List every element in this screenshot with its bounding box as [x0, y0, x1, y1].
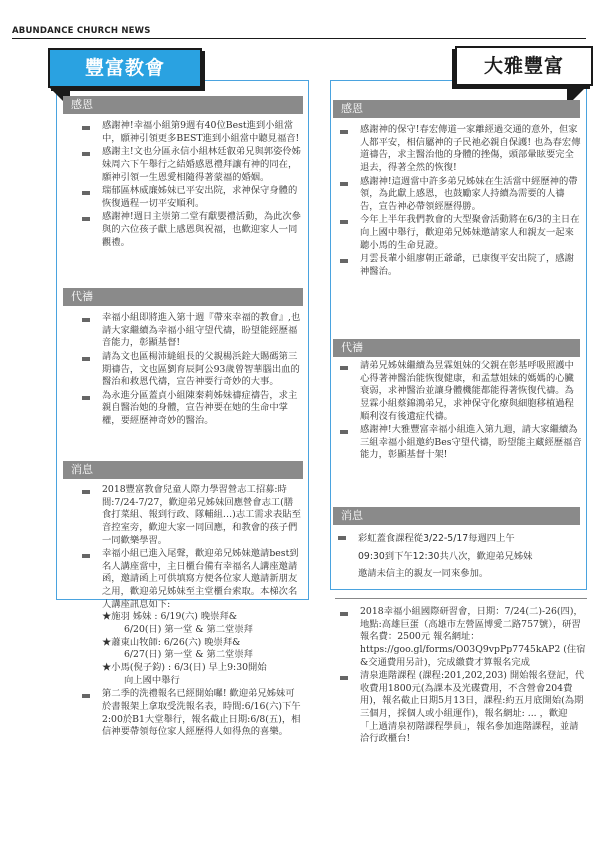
list-item: 感謝主!文也分區永信小組林廷叡弟兄與郭姿伶姊妹周六下午舉行之結婚感恩禮拜讓有神的同在，願神引領一生恩愛相隨得著蒙福的婚姻。: [80, 146, 302, 184]
bullet-icon: [338, 536, 346, 540]
list-item: 感謝神!大雅豐富幸福小組進入第九週，請大家繼續為三組幸福小組邀約Bes守望代禱，盼望能主藏經歷福音能力，彰顯基督十架!: [338, 424, 582, 462]
right-prayer-list: [338, 360, 582, 463]
left-news-heading: 消息: [63, 461, 303, 479]
left-prayer-heading: 代禱: [63, 288, 303, 306]
left-banner-title: 豐富教會: [48, 48, 202, 88]
newsletter-header: ABUNDANCE CHURCH NEWS: [12, 26, 151, 36]
notice-line: 邀請未信主的親友一同來參加。: [358, 568, 489, 580]
right-news-heading: 消息: [333, 507, 580, 525]
speaker-name: ★施羽 姊妹 : 6/19(六) 晚崇拜&: [102, 611, 238, 623]
right-prayer-heading: 代禱: [333, 339, 580, 357]
list-item: 感謝神!週日主崇第二堂有獻嬰禮活動，為此次參與的六位孩子獻上感恩與祝福，也歡迎家人一同觀禮。: [80, 211, 302, 249]
left-thanks-heading: 感恩: [63, 96, 303, 114]
right-banner-title: 大雅豐富: [455, 46, 593, 86]
notice-line: 彩虹蓋食課程從3/22-5/17每週四上午: [358, 533, 515, 544]
list-item: 請弟兄姊妹繼續為昱霖姐妹的父親在彰基呼吸照護中心得著神醫治能恢復健康，和孟慧姐妹的媽媽的心臟衰弱，求神醫治並讓身體機能都能得著恢復代禱。為昱霖小組蔡錦鴻弟兄，求神保守化療與細胞移植過程順利沒有後遺症代禱。: [338, 360, 582, 423]
left-prayer-list: [80, 312, 302, 429]
list-item: 為永進分區蓋貞小組陳秦莉姊妹禱症禱告，求主親自醫治她的身體，宣告神要在她的生命中掌權，要經歷神奇妙的醫治。: [80, 390, 302, 428]
right-outside-list: [338, 606, 586, 747]
list-item: 感謝神!這週當中許多弟兄姊妹在生活當中經歷神的帶領，為此獻上感恩，也鼓勵家人持續為需要的人禱告，宣告神必帶領經歷得勝。: [338, 176, 582, 214]
right-thanks-heading: 感恩: [333, 100, 580, 118]
list-item: 月雲長輩小組廖朝正爺爺，已康復平安出院了，感謝神醫治。: [338, 253, 582, 278]
list-item: [80, 548, 302, 687]
list-item: 清泉進階課程 (課程:201,202,203) 開始報名登記，代收費用1800元(為課本及光碟費用，不含營會204費用)，報名截止日期5月13日，課程:約五月底開始(為期三個月，採個人或小組運作)，報名網址: ... ，歡迎「上過清泉初階課程學員」，報名參加進階課程，並請洽行政櫃台!: [338, 670, 586, 746]
list-item: 第二季的洗禮報名已經開始囉! 歡迎弟兄姊妹可於書報架上拿取受洗報名表，時間:6/16(六)下午2:00於B1大堂舉行，報名截止日期:6/8(五)，相信神要帶領每位家人經歷得人如得魚的喜樂。: [80, 688, 302, 739]
speaker-detail: 向上國中舉行: [124, 674, 180, 686]
list-item: 請為文也區楊沛縫組長的父親楊浜銓大賜碼第三期禱告，文也區劉育辰阿公93歲曾智華腦出血的醫治和救恩代禱，宣告神要行奇妙的大事。: [80, 351, 302, 389]
section-divider: [335, 598, 587, 599]
speaker-name: ★小馬(倪子鈞) : 6/3(日) 早上9:30開始: [102, 661, 267, 673]
speaker-intro: 幸福小組已進入尾聲，歡迎弟兄姊妹邀請best到名人講座當中，主日櫃台備有幸福名人講座邀請函，邀請函上可供填寫方便各位家人邀請新朋友之用，歡迎弟兄姊妹至主堂櫃台索取。本梯次名人講座訊息如下:: [102, 548, 299, 610]
speaker-list: [102, 611, 302, 687]
left-news-list: [80, 484, 302, 740]
speaker-name: ★蕭東山牧師: 6/26(六) 晚崇拜&: [102, 636, 241, 648]
list-item: 瑞郁區林威廉姊妹已平安出院，求神保守身體的恢復過程一切平安順利。: [80, 185, 302, 210]
speaker-detail: 6/27(日) 第一堂 & 第二堂崇拜: [124, 649, 253, 661]
list-item: 感謝神!幸福小組第9週有40位Best進到小組當中，願神引領更多BEST進到小組當中聽見福音!: [80, 120, 302, 145]
header-rule: [12, 38, 586, 39]
list-item: 幸福小組即將進入第十週『帶來幸福的教會』,也請大家繼續為幸福小組守望代禱，盼望能經歷福音能力，彰顯基督!: [80, 312, 302, 350]
speaker-detail: 6/20(日) 第一堂 & 第二堂崇拜: [124, 624, 253, 636]
notice-line: 09:30到下午12:30共八次，歡迎弟兄姊妹: [358, 550, 533, 562]
left-thanks-list: [80, 120, 302, 250]
right-news-notice: [336, 530, 586, 583]
list-item: 感謝神的保守!春宏傳道一家離經過交通的意外，但家人都平安，相信屬神的子民祂必親自保護! 也為春宏傳道禱告，求主醫治他的身體的挫傷，頭部暈眩要完全退去，得著全然的恢復!: [338, 124, 582, 175]
list-item: 2018豐富教會兒童人際力學習營志工招募:時間:7/24-7/27，歡迎弟兄姊妹回應營會志工(膳食打菜組、報到行政、隊輔組…)志工需求表貼至音控室旁，歡迎大家一同回應，和教會的孩子們一同歡樂學習。: [80, 484, 302, 547]
list-item: 2018幸福小組國際研習會，日期：7/24(二)-26(四)，地點:高雄巨蛋（高雄市左營區博愛二路757號），研習報名費：2500元 報名網址：https://goo.gl/forms/O03Q9vpPp7745kAP2 (住宿&交通費用另計)，完成繳費才算報名完成: [338, 606, 586, 669]
right-thanks-list: [338, 124, 582, 280]
list-item: 今年上半年我們教會的大型聚會活動將在6/3的主日在向上國中舉行，歡迎弟兄姊妹邀請家人和親友一起來聽小馬的生命見證。: [338, 214, 582, 252]
